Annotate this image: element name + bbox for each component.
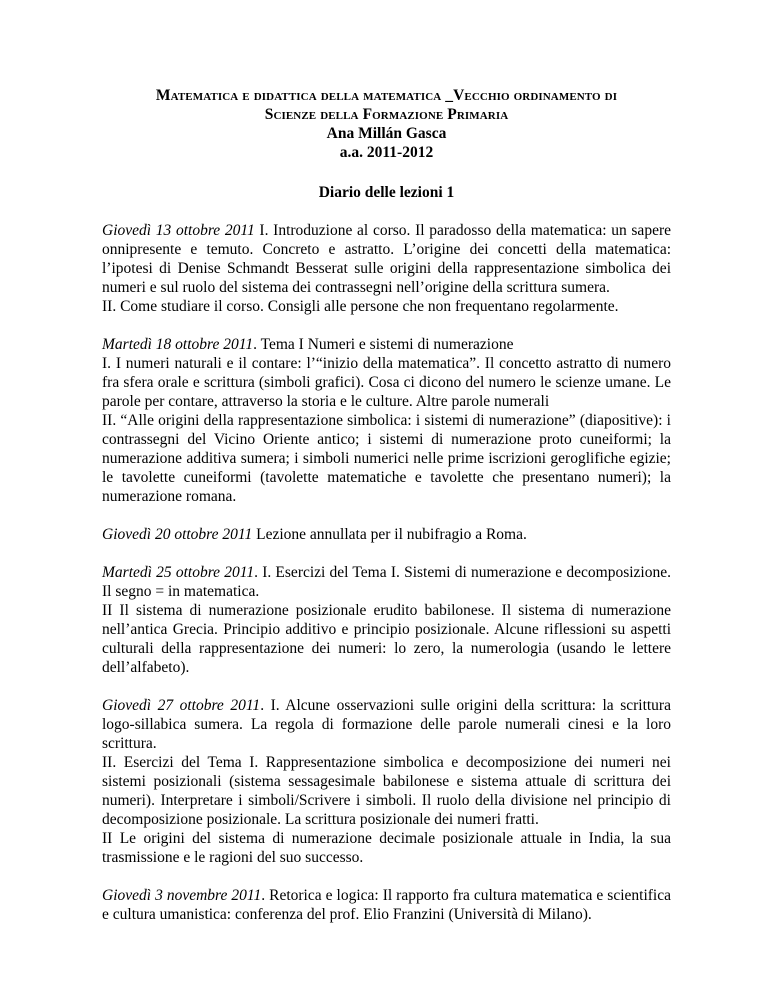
document-header (102, 86, 671, 162)
entry-paragraph (102, 525, 671, 544)
entry-text: . I. Alcune osservazioni sulle origini della scrittura: la scrittura logo-sillabica sumera. La regola di formazione delle parole numerali cinesi e la loro scrittura. (102, 697, 671, 752)
entry-text: . I. Esercizi del Tema I. Sistemi di numerazione e decomposizione. Il segno = in matematica. (102, 564, 671, 600)
lesson-date: Martedì 25 ottobre 2011 (102, 564, 255, 581)
entry-paragraph: II. “Alle origini della rappresentazione simbolica: i sistemi di numerazione” (diapositive): i contrassegni del Vicino Oriente antico; i sistemi di numerazione proto cuneiformi; la numerazione additiva sumera; i simboli numerici nelle prime iscrizioni geroglifiche egizie; le tavolette cuneiformi (tavolette matematiche e tavolette che presentano numeri); la numerazione romana. (102, 412, 671, 505)
lesson-date: Giovedì 20 ottobre 2011 (102, 526, 253, 543)
entry-paragraph (102, 221, 671, 297)
entry-text: I. Introduzione al corso. Il paradosso della matematica: un sapere onnipresente e temuto. Concreto e astratto. L’origine dei concetti della matematica: l’ipotesi di Denise Schmandt Besserat sulle origini della rappresentazione simbolica dei numeri e sul ruolo del sistema dei contrassegni nell’origine della scrittura sumera. (102, 222, 671, 296)
lesson-entry (102, 886, 671, 924)
lesson-entry (102, 221, 671, 316)
author-name: Ana Millán Gasca (326, 125, 447, 142)
entry-paragraph (102, 696, 671, 753)
lesson-entry (102, 563, 671, 677)
entry-paragraph: II. Come studiare il corso. Consigli alle persone che non frequentano regolarmente. (102, 298, 619, 315)
entry-text: . Tema I Numeri e sistemi di numerazione (253, 336, 514, 353)
diary-title: Diario delle lezioni 1 (318, 184, 455, 201)
academic-year: a.a. 2011-2012 (339, 144, 434, 161)
lesson-date: Giovedì 13 ottobre 2011 (102, 222, 255, 239)
lesson-entry (102, 696, 671, 867)
lesson-entries (102, 221, 671, 924)
entry-paragraph (102, 886, 671, 924)
course-program: Scienze della Formazione Primaria (264, 106, 509, 123)
entry-paragraph: II Le origini del sistema di numerazione decimale posizionale attuale in India, la sua trasmissione e le ragioni del suo successo. (102, 830, 671, 866)
entry-paragraph: I. I numeri naturali e il contare: l’“inizio della matematica”. Il concetto astratto di numero fra sfera orale e scrittura (simboli grafici). Cosa ci dicono del numero le scienze umane. Le parole per contare, attraverso la storia e le culture. Altre parole numerali (102, 355, 671, 410)
lesson-entry (102, 525, 671, 544)
entry-paragraph: II. Esercizi del Tema I. Rappresentazione simbolica e decomposizione dei numeri nei sistemi posizionali (sistema sessagesimale babilonese e sistema attuale di scrittura dei numeri). Interpretare i simboli/Scrivere i simboli. Il ruolo della divisione nel principio di decomposizione posizionale. La scrittura posizionale dei numeri fratti. (102, 754, 671, 828)
course-title: Matematica e didattica della matematica _Vecchio ordinamento di (155, 87, 618, 104)
lesson-entry (102, 335, 671, 506)
lesson-date: Giovedì 27 ottobre 2011 (102, 697, 261, 714)
entry-text: Lezione annullata per il nubifragio a Roma. (252, 526, 527, 543)
entry-text: . Retorica e logica: Il rapporto fra cultura matematica e scientifica e cultura umanistica: conferenza del prof. Elio Franzini (Università di Milano). (102, 887, 671, 923)
entry-paragraph (102, 335, 671, 354)
lesson-date: Martedì 18 ottobre 2011 (102, 336, 254, 353)
entry-paragraph (102, 563, 671, 601)
lesson-date: Giovedì 3 novembre 2011 (102, 887, 262, 904)
entry-paragraph: II Il sistema di numerazione posizionale erudito babilonese. Il sistema di numerazione nell’antica Grecia. Principio additivo e principio posizionale. Alcune riflessioni su aspetti culturali della rappresentazione dei numeri: lo zero, la numerologia (usando le lettere dell’alfabeto). (102, 602, 671, 676)
